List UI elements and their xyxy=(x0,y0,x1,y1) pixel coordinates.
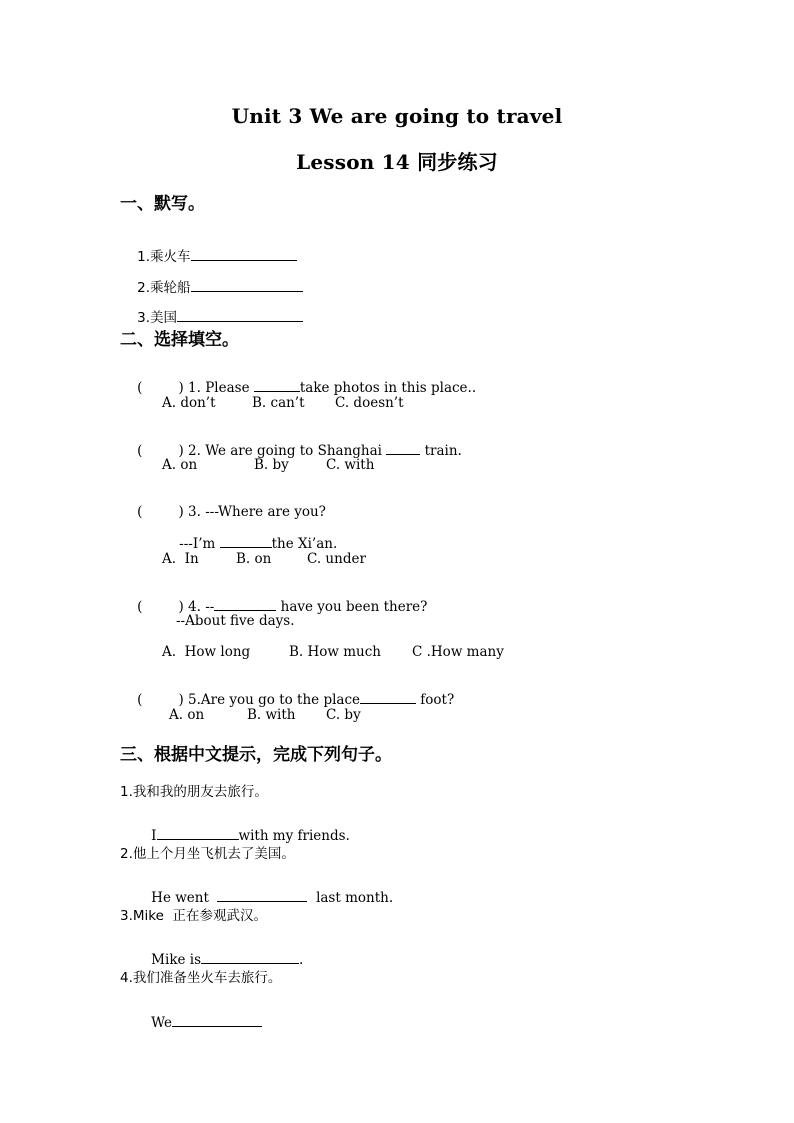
answer-blank[interactable] xyxy=(157,827,239,840)
answer-blank[interactable] xyxy=(201,951,299,964)
item-text: 乘轮船 xyxy=(150,280,191,296)
translation-answer-4 xyxy=(134,998,262,1047)
section1-heading: 一、默写。 xyxy=(120,194,205,214)
answer-text-post: with my friends. xyxy=(238,828,350,844)
answer-blank[interactable] xyxy=(254,379,300,392)
paren-close: ) xyxy=(178,380,184,396)
item-number: 1. xyxy=(137,249,151,265)
answer-text-post: last month. xyxy=(307,890,394,906)
answer-box[interactable] xyxy=(142,599,178,611)
answer-blank[interactable] xyxy=(360,691,416,704)
item-text: 乘火车 xyxy=(150,249,191,265)
translation-prompt-1: 1.我和我的朋友去旅行。 xyxy=(120,784,268,800)
answer-text-post: . xyxy=(299,952,304,968)
question-text-post: the Xi’an. xyxy=(271,536,338,552)
q5-option-c[interactable]: C. by xyxy=(326,707,361,723)
paren-open: ( xyxy=(137,443,143,459)
question-text-post: have you been there? xyxy=(276,599,428,615)
answer-box[interactable] xyxy=(142,443,178,455)
answer-text-pre: Mike is xyxy=(151,952,202,968)
item-number: 2. xyxy=(137,280,151,296)
answer-blank[interactable] xyxy=(386,442,420,455)
q5-option-a[interactable]: A. on xyxy=(169,707,205,723)
q3-option-c[interactable]: C. under xyxy=(307,551,366,567)
answer-blank[interactable] xyxy=(172,1014,262,1027)
translation-prompt-2: 2.他上个月坐飞机去了美国。 xyxy=(120,846,295,862)
q1-option-a[interactable]: A. don’t xyxy=(162,395,216,411)
q1-option-b[interactable]: B. can’t xyxy=(252,395,305,411)
question-text-pre: 1. Please xyxy=(188,380,254,396)
question-text-pre: 2. We are going to Shanghai xyxy=(188,443,387,459)
answer-text-pre: He went xyxy=(151,890,218,906)
answer-text-pre: We xyxy=(151,1015,172,1031)
question-text-pre: 5.Are you go to the place xyxy=(188,692,360,708)
q4-option-a[interactable]: A. How long xyxy=(162,644,251,660)
paren-open: ( xyxy=(137,380,143,396)
paren-open: ( xyxy=(137,504,143,520)
answer-blank[interactable] xyxy=(214,598,276,611)
q3-option-a[interactable]: A. In xyxy=(162,551,199,567)
question-text: 3. ---Where are you? xyxy=(188,504,326,520)
answer-box[interactable] xyxy=(142,692,178,704)
translation-prompt-3: 3.Mike 正在参观武汉。 xyxy=(120,908,268,924)
translation-prompt-4: 4.我们准备坐火车去旅行。 xyxy=(120,970,282,986)
paren-close: ) xyxy=(178,443,184,459)
question-text-pre: 4. -- xyxy=(188,599,215,615)
paren-close: ) xyxy=(178,599,184,615)
page-title: Unit 3 We are going to travel xyxy=(231,104,563,128)
paren-open: ( xyxy=(137,599,143,615)
answer-box[interactable] xyxy=(142,380,178,392)
page-subtitle: Lesson 14 同步练习 xyxy=(296,150,498,174)
paren-close: ) xyxy=(178,504,184,520)
answer-blank[interactable] xyxy=(220,535,272,548)
item-number: 3. xyxy=(137,310,151,326)
question-text-post: train. xyxy=(420,443,462,459)
answer-box[interactable] xyxy=(142,504,178,516)
question-text-post: foot? xyxy=(416,692,455,708)
question-4-line-2: --About five days. xyxy=(176,613,295,629)
q2-option-b[interactable]: B. by xyxy=(254,457,289,473)
question-text-pre: ---I’m xyxy=(179,536,220,552)
section3-heading: 三、根据中文提示，完成下列句子。 xyxy=(120,745,392,765)
q4-option-b[interactable]: B. How much xyxy=(289,644,382,660)
q4-option-c[interactable]: C .How many xyxy=(412,644,504,660)
paren-close: ) xyxy=(178,692,184,708)
q3-option-b[interactable]: B. on xyxy=(236,551,272,567)
q2-option-c[interactable]: C. with xyxy=(326,457,375,473)
item-text: 美国 xyxy=(150,310,178,326)
section2-heading: 二、选择填空。 xyxy=(120,330,239,350)
q5-option-b[interactable]: B. with xyxy=(247,707,296,723)
answer-blank[interactable] xyxy=(177,309,303,322)
paren-open: ( xyxy=(137,692,143,708)
q2-option-a[interactable]: A. on xyxy=(162,457,198,473)
q1-option-c[interactable]: C. doesn’t xyxy=(335,395,404,411)
answer-blank[interactable] xyxy=(217,889,307,902)
answer-text-pre: I xyxy=(151,828,157,844)
question-text-post: take photos in this place.. xyxy=(299,380,477,396)
